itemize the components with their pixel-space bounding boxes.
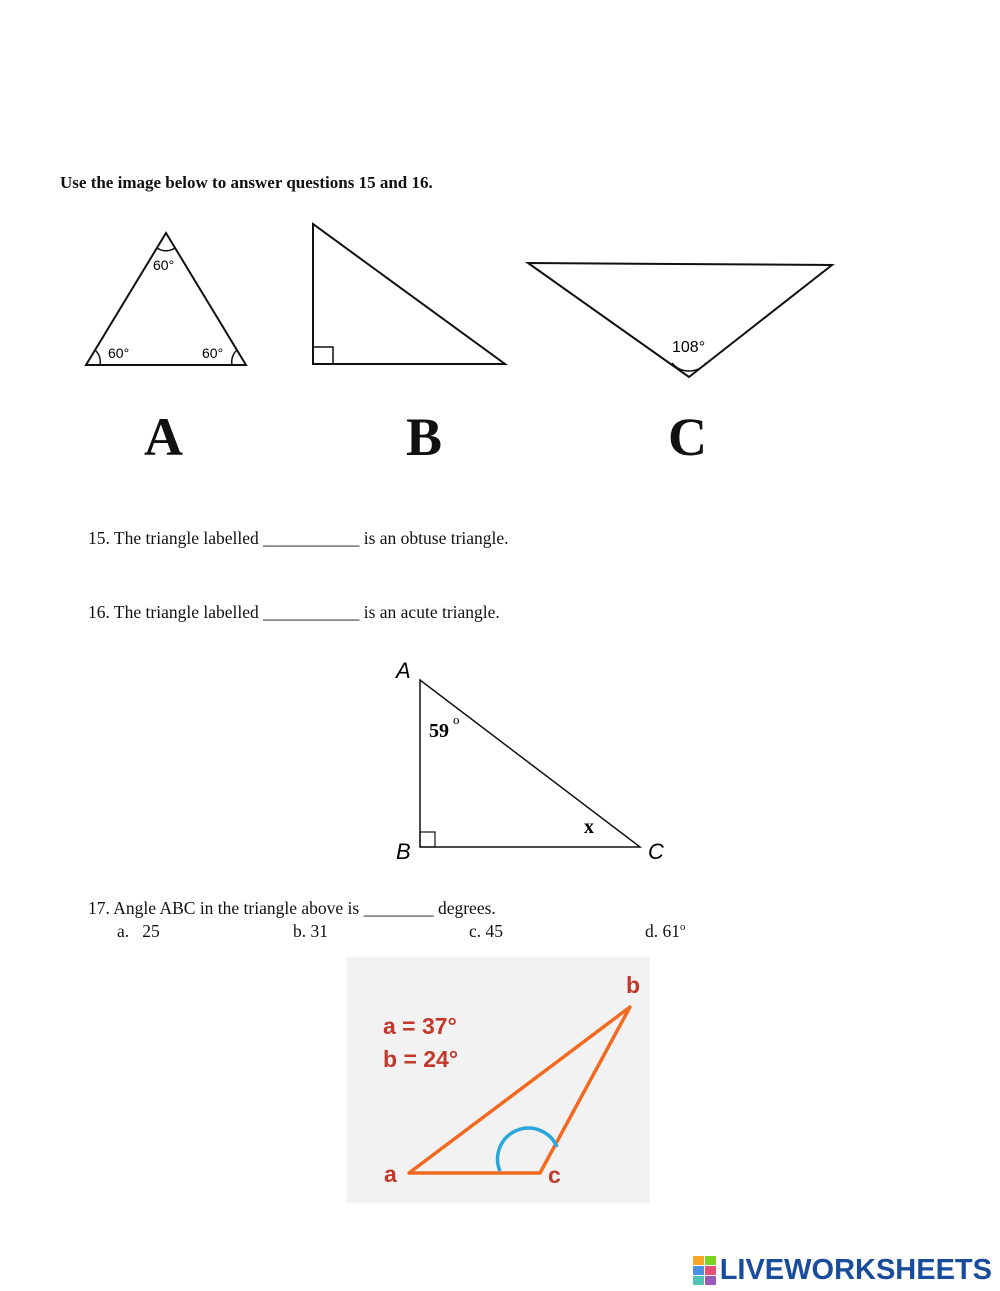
photo-vertex-a: a xyxy=(384,1161,397,1187)
triangle-a-left-arc xyxy=(95,350,100,365)
brand-icon xyxy=(693,1256,716,1285)
triangle-c-label: C xyxy=(668,407,707,467)
choice-a xyxy=(117,921,160,942)
choice-d-letter: d. xyxy=(645,921,659,941)
photo-vertex-b: b xyxy=(626,972,641,998)
triangle-c-angle: 108° xyxy=(672,339,706,356)
choice-c-value: 45 xyxy=(485,921,504,941)
triangle-c-figure xyxy=(522,255,840,385)
photo-vertex-c: c xyxy=(548,1162,561,1188)
choice-a-letter: a. xyxy=(117,921,130,941)
photo-eq-a: a = 37° xyxy=(383,1013,457,1039)
choice-b-value: 31 xyxy=(310,921,328,941)
vertex-a-label: A xyxy=(396,658,411,683)
vertex-c-label: C xyxy=(648,839,664,864)
choice-d xyxy=(645,921,686,942)
triangle-a-left-angle: 60° xyxy=(108,345,130,361)
right-angle-mark xyxy=(420,832,435,847)
triangle-a-figure xyxy=(80,225,255,375)
triangle-b-right-angle-mark xyxy=(313,347,333,364)
angle-a-value: 59 xyxy=(429,720,449,742)
angle-c-variable: x xyxy=(584,816,594,838)
question-15: 15. The triangle labelled ___________ is an obtuse triangle. xyxy=(88,528,509,548)
triangle-b-shape xyxy=(313,224,505,364)
photo-eq-b: b = 24° xyxy=(383,1046,459,1072)
triangle-c-shape xyxy=(528,263,832,377)
choice-a-value: 25 xyxy=(142,921,160,941)
triangle-a-top-angle: 60° xyxy=(153,257,175,273)
angle-a-degree: o xyxy=(453,712,460,727)
question-17: 17. Angle ABC in the triangle above is ________ degrees. xyxy=(88,898,496,918)
triangle-a-top-arc xyxy=(157,248,175,251)
triangle-photo xyxy=(347,957,650,1203)
triangle-a-right-arc xyxy=(232,350,237,365)
choice-d-value: 61 xyxy=(662,921,680,941)
photo-triangle-svg xyxy=(347,957,650,1203)
choice-b-letter: b. xyxy=(293,921,307,941)
right-triangle-figure xyxy=(390,652,680,867)
triangle-a-label: A xyxy=(144,407,183,467)
triangle-c-angle-arc xyxy=(672,363,706,371)
triangle-a-right-angle: 60° xyxy=(202,345,224,361)
vertex-b-label: B xyxy=(396,839,411,864)
choice-c xyxy=(469,921,503,942)
triangle-b-label: B xyxy=(406,407,443,467)
instruction-text: Use the image below to answer questions 15 and 16. xyxy=(60,173,433,192)
triangle-b-figure xyxy=(305,218,515,370)
choice-c-letter: c. xyxy=(469,921,482,941)
brand-name: LIVEWORKSHEETS xyxy=(719,1254,992,1286)
choice-b xyxy=(293,921,328,942)
choice-d-degree: o xyxy=(680,921,686,934)
brand-logo xyxy=(693,1254,992,1287)
question-16: 16. The triangle labelled ___________ is an acute triangle. xyxy=(88,602,500,622)
right-triangle-shape xyxy=(420,680,640,847)
